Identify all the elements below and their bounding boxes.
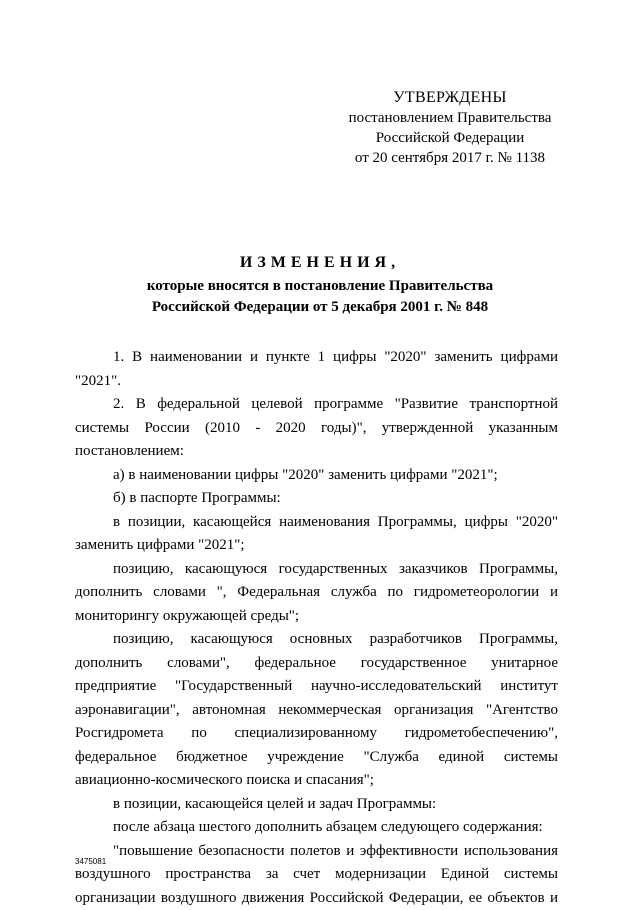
- paragraph: позицию, касающуюся основных разработчиков Программы, дополнить словами", федеральное государственное унитарное предприятие "Государственный научно-исследовательский институт аэронавигации", автономная некоммерческая организация "Агентство Росгидромета по специализированному гидрометобеспечению", федеральное бюджетное учреждение "Служба единой системы авиационно-космического поиска и спасания";: [75, 628, 558, 793]
- paragraph: в позиции, касающейся наименования Программы, цифры "2020" заменить цифрами "2021";: [75, 511, 558, 558]
- paragraph: после абзаца шестого дополнить абзацем следующего содержания:: [75, 816, 558, 840]
- document-subtitle: [0, 276, 640, 318]
- document-title: ИЗМЕНЕНИЯ,: [0, 254, 640, 272]
- document-code: 3475081: [75, 857, 106, 866]
- subtitle-line: которые вносятся в постановление Правительства: [0, 276, 640, 297]
- document-body: [75, 346, 558, 910]
- subtitle-line: Российской Федерации от 5 декабря 2001 г. № 848: [0, 297, 640, 318]
- approval-block: [330, 88, 570, 168]
- paragraph: позицию, касающуюся государственных заказчиков Программы, дополнить словами ", Федеральная служба по гидрометеорологии и мониторингу окружающей среды";: [75, 558, 558, 629]
- paragraph: "повышение безопасности полетов и эффективности использования воздушного пространства за счет модернизации Единой системы организации воздушного движения Российской Федерации, ее объектов и: [75, 840, 558, 910]
- paragraph: в позиции, касающейся целей и задач Программы:: [75, 793, 558, 817]
- approval-line: постановлением Правительства: [330, 108, 570, 128]
- approval-line: Российской Федерации: [330, 128, 570, 148]
- paragraph: 2. В федеральной целевой программе "Развитие транспортной системы России (2010 - 2020 годы)", утвержденной указанным постановлением:: [75, 393, 558, 464]
- paragraph: 1. В наименовании и пункте 1 цифры "2020" заменить цифрами "2021".: [75, 346, 558, 393]
- approval-heading: УТВЕРЖДЕНЫ: [330, 88, 570, 108]
- paragraph: б) в паспорте Программы:: [75, 487, 558, 511]
- paragraph: а) в наименовании цифры "2020" заменить цифрами "2021";: [75, 464, 558, 488]
- approval-date: от 20 сентября 2017 г. № 1138: [330, 148, 570, 168]
